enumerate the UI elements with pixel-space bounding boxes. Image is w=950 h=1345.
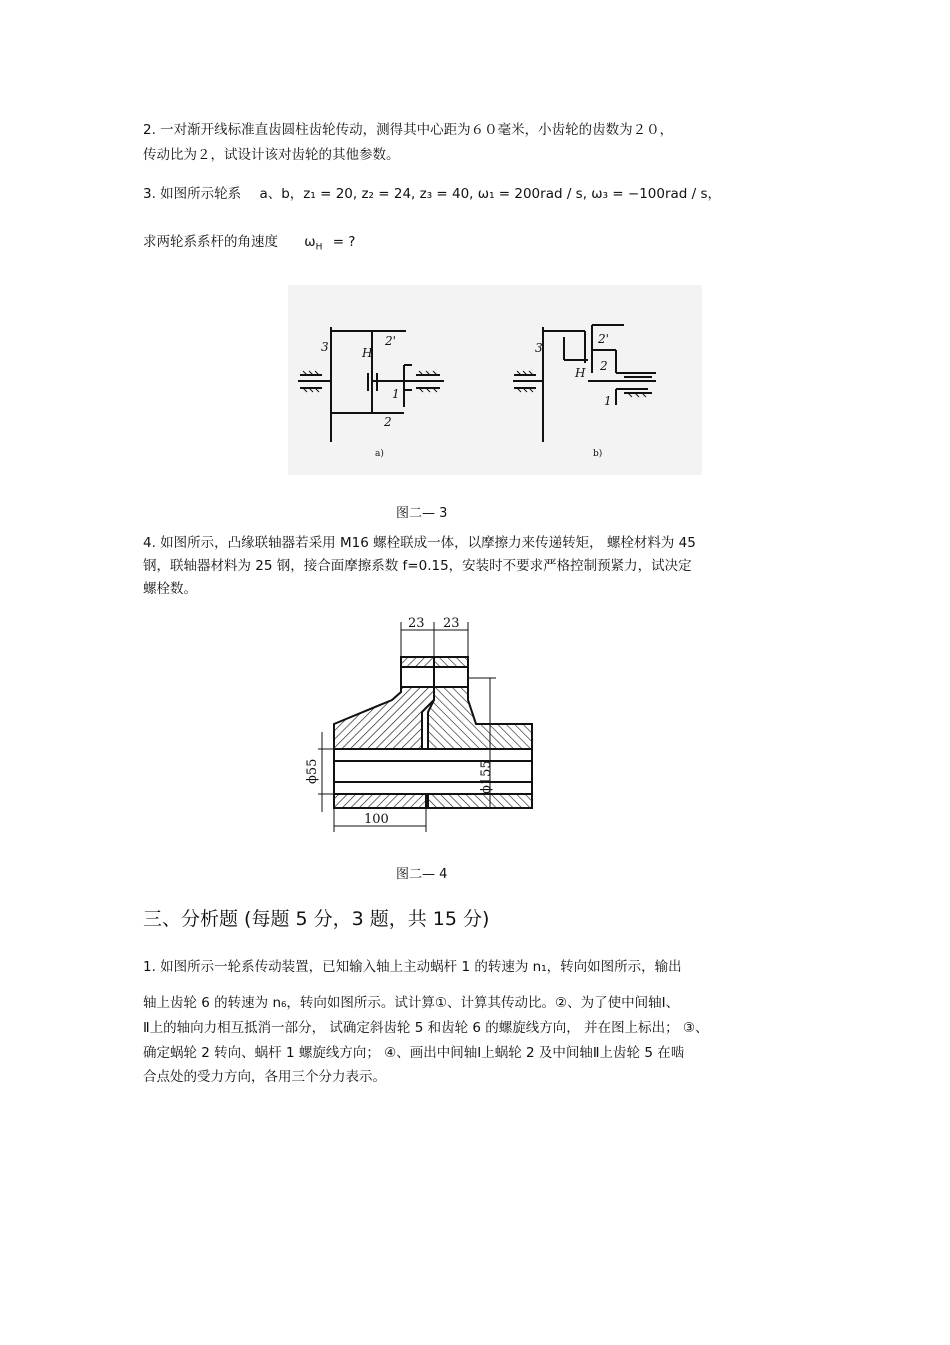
q3-formula: a、b，z₁ = 20, z₂ = 24, z₃ = 40, ω₁ = 200rad / s, ω₃ = −100rad / s， bbox=[259, 186, 722, 202]
fig3b-label-2: 2 bbox=[600, 359, 608, 373]
dim-23-right: 23 bbox=[443, 616, 460, 631]
fig3b-label-2p: 2' bbox=[598, 332, 609, 346]
figure-3 bbox=[288, 285, 702, 475]
q3-line1 bbox=[143, 185, 721, 203]
q3-line2-text: 求两轮系系杆的角速度 bbox=[143, 234, 278, 250]
q3-prefix: 3. 如图所示轮系 bbox=[143, 186, 242, 202]
fig3b-label-3: 3 bbox=[535, 341, 543, 355]
fig3a-label-H: H bbox=[362, 346, 373, 360]
fig3a-sub: a) bbox=[375, 449, 384, 459]
s3q1-line2: 轴上齿轮 6 的转速为 n₆，转向如图所示。试计算①、计算其传动比。②、为了使中间轴Ⅰ、 bbox=[143, 995, 680, 1011]
fig3b-label-1: 1 bbox=[604, 394, 612, 408]
omega-symbol: ω bbox=[304, 234, 316, 250]
dim-phi155: ϕ155 bbox=[479, 760, 494, 794]
fig3a-label-3: 3 bbox=[321, 340, 329, 354]
fig3a-label-2p: 2' bbox=[385, 334, 396, 348]
fig3b-sub: b) bbox=[593, 449, 603, 459]
q4-line2: 钢，联轴器材料为 25 钢，接合面摩擦系数 f=0.15，安装时不要求严格控制预紧力，试决定 bbox=[143, 558, 692, 574]
fig3b-label-H: H bbox=[575, 366, 586, 380]
dim-23-left: 23 bbox=[408, 616, 425, 631]
fig3a-label-2: 2 bbox=[384, 415, 392, 429]
coupling-body bbox=[334, 657, 532, 808]
s3q1-line1: 1. 如图所示一轮系传动装置，已知输入轴上主动蜗杆 1 的转速为 n₁，转向如图所示，输出 bbox=[143, 959, 682, 975]
figure-4-caption: 图二— 4 bbox=[396, 867, 448, 882]
s3q1-line3: Ⅱ上的轴向力相互抵消一部分， 试确定斜齿轮 5 和齿轮 6 的螺旋线方向， 并在图上标出； ③、 bbox=[143, 1020, 709, 1036]
section-3-title: 三、分析题 (每题 5 分，3 题，共 15 分) bbox=[143, 908, 490, 930]
s3q1-line5: 合点处的受力方向，各用三个分力表示。 bbox=[143, 1069, 386, 1085]
omega-sub: H bbox=[315, 242, 323, 253]
s3q1-line4: 确定蜗轮 2 转向、蜗杆 1 螺旋线方向； ④、画出中间轴Ⅰ上蜗轮 2 及中间轴Ⅱ上齿轮 5 在啮 bbox=[143, 1045, 685, 1061]
fig3a-label-1: 1 bbox=[392, 387, 400, 401]
q3-line2 bbox=[143, 233, 355, 257]
dim-phi55: ϕ55 bbox=[305, 758, 320, 784]
q4-line1: 4. 如图所示，凸缘联轴器若采用 M16 螺栓联成一体，以摩擦力来传递转矩， 螺栓材料为 45 bbox=[143, 535, 696, 551]
q3-line2-tail: = ? bbox=[332, 234, 356, 250]
q4-line3: 螺栓数。 bbox=[143, 581, 197, 597]
figure-4 bbox=[300, 612, 550, 837]
q2-line1: 2. 一对渐开线标准直齿圆柱齿轮传动，测得其中心距为６０毫米，小齿轮的齿数为２０， bbox=[143, 122, 674, 138]
q2-line2: 传动比为２，试设计该对齿轮的其他参数。 bbox=[143, 147, 400, 163]
dim-100: 100 bbox=[364, 812, 389, 827]
figure-3-caption: 图二— 3 bbox=[396, 506, 448, 521]
